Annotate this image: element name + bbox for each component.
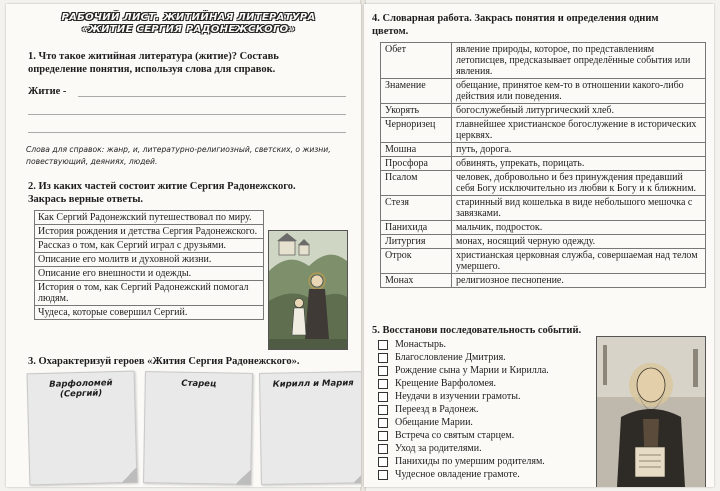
vocab-definition[interactable]: старинный вид кошелька в виде небольшого мешочка с завязками. [452, 196, 706, 221]
q2-heading [28, 180, 296, 206]
q1-hint-line-2: повествующий, деяниях, людей. [26, 157, 158, 166]
vocab-term[interactable]: Литургия [381, 235, 452, 249]
q1-answer-label: Житие - [28, 86, 67, 97]
young-sergius-illustration [268, 230, 348, 350]
checkbox-icon[interactable] [378, 418, 388, 428]
vocab-row [381, 157, 706, 171]
checkbox-icon[interactable] [378, 392, 388, 402]
q5-heading: 5. Восстанови последовательность событий. [372, 325, 582, 336]
vocab-row [381, 43, 706, 79]
q3-heading: 3. Охарактеризуй героев «Жития Сергия Радонежского». [28, 356, 300, 367]
event-item[interactable] [378, 351, 549, 364]
vocab-row [381, 221, 706, 235]
event-item[interactable] [378, 429, 549, 442]
q1-heading [28, 50, 279, 76]
vocab-row [381, 79, 706, 104]
answer-line[interactable] [78, 96, 346, 97]
vocab-term[interactable]: Монах [381, 274, 452, 288]
q2-option[interactable]: Чудеса, которые совершил Сергий. [35, 306, 264, 320]
event-label: Рождение сына у Марии и Кирилла. [395, 365, 549, 376]
q1-hint-line-1: Слова для справок: жанр, и, литературно-религиозный, светских, о жизни, [26, 145, 331, 154]
event-label: Обещание Марии. [395, 417, 473, 428]
sergius-portrait [596, 336, 706, 487]
checkbox-icon[interactable] [378, 379, 388, 389]
checkbox-icon[interactable] [378, 340, 388, 350]
page-curl [353, 467, 361, 483]
right-page [364, 4, 714, 487]
character-card-title: Старец [181, 378, 217, 390]
event-label: Переезд в Радонеж. [395, 404, 479, 415]
q2-option[interactable]: Описание его внешности и одежды. [35, 267, 264, 281]
saint-icon-image [597, 337, 705, 487]
q2-heading-line-2: Закрась верные ответы. [28, 194, 144, 205]
vocab-definition[interactable]: мальчик, подросток. [452, 221, 706, 235]
checkbox-icon[interactable] [378, 353, 388, 363]
event-item[interactable] [378, 416, 549, 429]
vocab-row [381, 143, 706, 157]
vocab-term[interactable]: Мошна [381, 143, 452, 157]
vocab-definition[interactable]: путь, дорога. [452, 143, 706, 157]
page-curl [121, 467, 137, 483]
q2-option[interactable]: Рассказ о том, как Сергий играл с друзьями. [35, 239, 264, 253]
vocab-definition[interactable]: монах, носящий черную одежду. [452, 235, 706, 249]
q1-heading-line-2: определение понятия, используя слова для справок. [28, 64, 276, 75]
events-list [378, 338, 549, 481]
q2-heading-line-1: 2. Из каких частей состоит житие Сергия Радонежского. [28, 181, 296, 192]
event-label: Монастырь. [395, 339, 447, 350]
worksheet-title-line-1: РАБОЧИЙ ЛИСТ. ЖИТИЙНАЯ ЛИТЕРАТУРА [61, 12, 316, 23]
event-item[interactable] [378, 403, 549, 416]
q4-heading-line-1: 4. Словарная работа. Закрась понятия и определения одним [372, 13, 659, 24]
q2-option[interactable]: История рождения и детства Сергия Радонежского. [35, 225, 264, 239]
vocab-definition[interactable]: обещание, принятое кем-то в отношении какого-либо действия или поведения. [452, 79, 706, 104]
answer-line[interactable] [28, 132, 346, 133]
checkbox-icon[interactable] [378, 431, 388, 441]
checkbox-icon[interactable] [378, 470, 388, 480]
q1-heading-line-1: 1. Что такое житийная литература (житие)? Составь [28, 51, 279, 62]
character-card[interactable] [259, 371, 361, 485]
event-item[interactable] [378, 377, 549, 390]
q2-options-table [34, 210, 264, 320]
worksheet-title-line-2: «ЖИТИЕ СЕРГИЯ РАДОНЕЖСКОГО» [81, 24, 296, 35]
event-label: Крещение Варфоломея. [395, 378, 497, 389]
q2-option[interactable]: Описание его молитв и духовной жизни. [35, 253, 264, 267]
vocab-row [381, 104, 706, 118]
vocab-term[interactable]: Стезя [381, 196, 452, 221]
event-label: Встреча со святым старцем. [395, 430, 515, 441]
vocab-term[interactable]: Знамение [381, 79, 452, 104]
vocab-definition[interactable]: главнейшее христианское богослужение в исторических церквях. [452, 118, 706, 143]
q2-option[interactable]: Как Сергий Радонежский путешествовал по миру. [35, 211, 264, 225]
vocab-row [381, 196, 706, 221]
character-card-title: Варфоломей (Сергий) [49, 378, 113, 400]
vocab-term[interactable]: Укорять [381, 104, 452, 118]
event-label: Неудачи в изучении грамоты. [395, 391, 521, 402]
vocab-term[interactable]: Отрок [381, 249, 452, 274]
vocab-row [381, 171, 706, 196]
q2-option[interactable]: История о том, как Сергий Радонежский помогал людям. [35, 281, 264, 306]
event-label: Благословление Дмитрия. [395, 352, 506, 363]
checkbox-icon[interactable] [378, 457, 388, 467]
event-label: Уход за родителями. [395, 443, 482, 454]
vocab-definition[interactable]: явление природы, которое, по представлениям летописцев, предсказывает определённые события или явления. [452, 43, 706, 79]
q4-heading [372, 12, 659, 38]
vocab-definition[interactable]: религиозное песнопение. [452, 274, 706, 288]
character-card[interactable] [27, 371, 138, 486]
left-page [6, 4, 361, 487]
vocab-row [381, 274, 706, 288]
event-label: Чудесное овладение грамоте. [395, 469, 520, 480]
vocab-term[interactable]: Псалом [381, 171, 452, 196]
vocab-definition[interactable]: человек, добровольно и без принуждения предавший себя Богу исключительно из любви к Богу и к ближним. [452, 171, 706, 196]
character-card-title: Кирилл и Мария [272, 378, 354, 390]
checkbox-icon[interactable] [378, 405, 388, 415]
icon-painting-image [269, 231, 347, 349]
answer-line[interactable] [28, 114, 346, 115]
vocab-definition[interactable]: обвинять, упрекать, порицать. [452, 157, 706, 171]
q1-hint [26, 144, 356, 168]
event-item[interactable] [378, 455, 549, 468]
event-label: Панихиды по умершим родителям. [395, 456, 545, 467]
event-item[interactable] [378, 338, 549, 351]
page-curl [235, 469, 251, 485]
worksheet-title [46, 12, 331, 36]
event-item[interactable] [378, 390, 549, 403]
vocab-definition[interactable]: богослужебный литургический хлеб. [452, 104, 706, 118]
checkbox-icon[interactable] [378, 444, 388, 454]
checkbox-icon[interactable] [378, 366, 388, 376]
vocab-term[interactable]: Обет [381, 43, 452, 79]
event-item[interactable] [378, 468, 549, 481]
vocab-row [381, 118, 706, 143]
vocab-row [381, 235, 706, 249]
vocab-term[interactable]: Панихида [381, 221, 452, 235]
event-item[interactable] [378, 364, 549, 377]
vocab-term[interactable]: Просфора [381, 157, 452, 171]
vocab-definition[interactable]: христианская церковная служба, совершаемая над телом умершего. [452, 249, 706, 274]
vocab-term[interactable]: Черноризец [381, 118, 452, 143]
q4-heading-line-2: цветом. [372, 26, 409, 37]
vocab-row [381, 249, 706, 274]
vocabulary-table [380, 42, 706, 288]
character-card[interactable] [143, 371, 253, 485]
event-item[interactable] [378, 442, 549, 455]
